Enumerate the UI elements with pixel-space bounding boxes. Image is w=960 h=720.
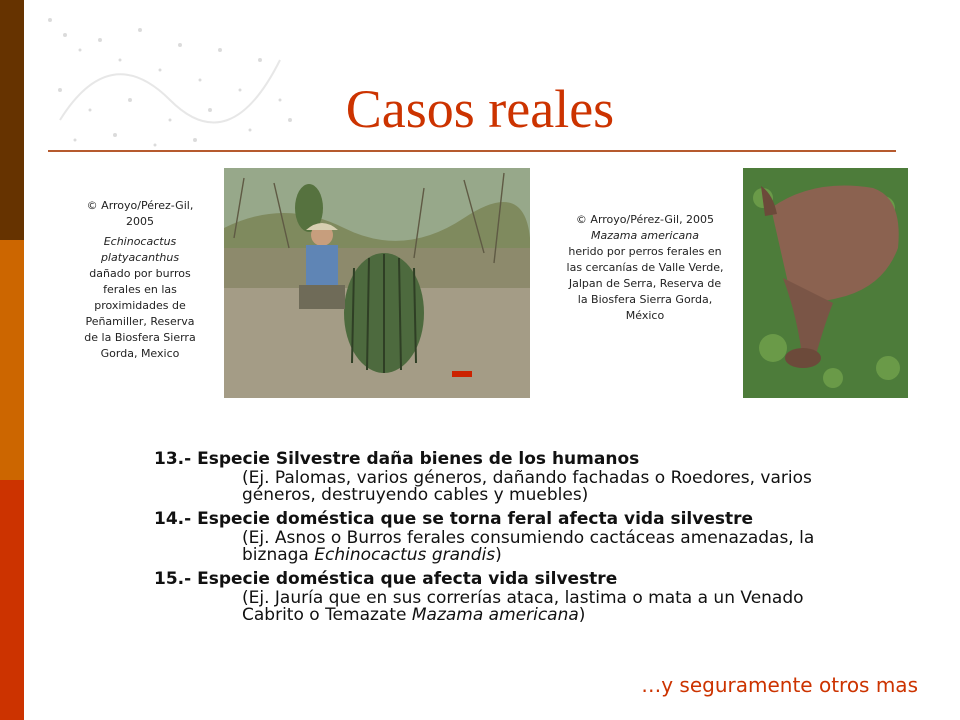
caption-right-text: herido por perros ferales en las cercanías de Valle Verde, Jalpan de Serra, Reserva de la Biosfera Sierra Gorda, México [566, 245, 724, 322]
item-13-body: (Ej. Palomas, varios géneros, dañando fachadas o Roedores, varios géneros, destruyendo cables y muebles) [242, 468, 812, 505]
item-15-body-text: (Ej. Jauría que en sus correrías ataca, lastima o mata a un Venado Cabrito o Temazate [242, 588, 804, 625]
sidebar-segment-red [0, 480, 24, 720]
footer-note: …y seguramente otros mas [641, 673, 918, 697]
deer-photo [743, 168, 908, 398]
caption-left-credit: © Arroyo/Pérez-Gil, 2005 [86, 199, 194, 228]
sidebar-segment-orange [0, 240, 24, 480]
content-list [154, 449, 854, 629]
item-14-body [154, 530, 854, 564]
item-14-species: Echinocactus grandis [314, 545, 496, 565]
slide-title: Casos reales [345, 79, 615, 139]
title-underline [48, 150, 896, 152]
caption-right-credit: © Arroyo/Pérez-Gil, 2005 [575, 213, 715, 226]
caption-left-text: dañado por burros ferales en las proximidades de Peñamiller, Reserva de la Biosfera Sierra Gorda, Mexico [84, 267, 196, 360]
caption-right [565, 212, 725, 324]
item-15-body [154, 590, 854, 624]
cactus-photo [224, 168, 530, 398]
item-14-title: 14.- Especie doméstica que se torna feral afecta vida silvestre [154, 509, 754, 529]
item-14-body-close: ) [495, 545, 502, 565]
caption-right-species: Mazama americana [590, 229, 699, 242]
item-13-title: 13.- Especie Silvestre daña bienes de los humanos [154, 449, 640, 469]
caption-left [80, 198, 200, 362]
item-15-body-close: ) [578, 605, 586, 625]
item-15-title: 15.- Especie doméstica que afecta vida silvestre [154, 569, 618, 589]
caption-left-species: Echinocactus platyacanthus [100, 235, 180, 264]
item-15-species: Mazama americana [411, 605, 579, 625]
item-14-body-text: (Ej. Asnos o Burros ferales consumiendo cactáceas amenazadas, la biznaga [242, 528, 815, 565]
